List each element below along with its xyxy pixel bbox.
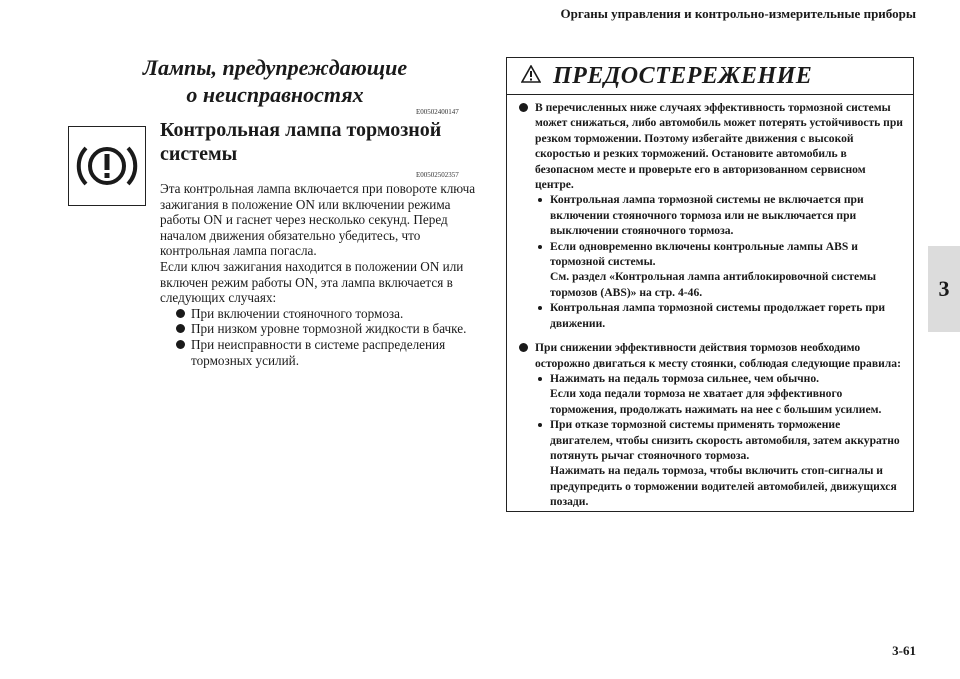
- warning-sub-item-note: Нажимать на педаль тормоза, чтобы включить стоп-сигналы и предупредить о торможении водителей автомобилей, движущихся позади.: [550, 464, 897, 509]
- warning-sub-item: Контрольная лампа тормозной системы не включается при включении стояночного тормоза или не выключается при выключении стояночного тормоза.: [535, 192, 905, 238]
- warning-sub-item: Контрольная лампа тормозной системы продолжает гореть при движении.: [535, 300, 905, 331]
- warning-paragraph-1: [517, 100, 905, 331]
- warning-box: [506, 57, 914, 512]
- body-paragraph-1: Эта контрольная лампа включается при повороте ключа зажигания в положение ON или включении режима работы ON и гаснет через несколько секунд. Перед началом движения обязательно убедитесь, что контрольная лампа погасла.: [160, 181, 476, 259]
- page-number: 3-61: [892, 643, 916, 658]
- warning-paragraph-2: [517, 340, 905, 509]
- warning-triangle-icon: [521, 65, 541, 88]
- warning-sub-item-note: См. раздел «Контрольная лампа антиблокировочной системы тормозов (ABS)» на стр. 4-46.: [550, 270, 877, 299]
- section-title-line2: о неисправностях: [186, 82, 364, 107]
- subsection-title: [160, 118, 460, 166]
- chapter-tab-number: 3: [938, 276, 950, 301]
- condition-item: При низком уровне тормозной жидкости в бачке.: [174, 321, 478, 337]
- chapter-tab: [928, 246, 960, 332]
- warning-sub-item: При отказе тормозной системы применять торможение двигателем, чтобы снизить скорость автомобиля, затем аккуратно потянуть рычаг стояночного тормоза.: [535, 417, 905, 463]
- chapter-header: Органы управления и контрольно-измерительные приборы: [560, 6, 916, 21]
- body-paragraph-2: Если ключ зажигания находится в положении ON или включен режим работы ON, эта лампа включается в следующих случаях:: [160, 258, 464, 306]
- section-code: E00502400147: [416, 108, 459, 116]
- warning-sub-item-note: Если хода педали тормоза не хватает для эффективного торможения, продолжать нажимать на нее с большим усилием.: [550, 387, 882, 416]
- subsection-body: [160, 181, 478, 368]
- subsection-title-line2: системы: [160, 143, 238, 165]
- warning-sub-item: Нажимать на педаль тормоза сильнее, чем обычно.: [535, 371, 905, 386]
- warning-title: ПРЕДОСТЕРЕЖЕНИЕ: [553, 62, 813, 89]
- warning-paragraph-text: В перечисленных ниже случаях эффективность тормозной системы может снижаться, либо автомобиль может потерять устойчивость при резком торможении. Поэтому избегайте движения с высокой скоростью и резких торможений. Остановите автомобиль в безопасном месте и проверьте его в авторизованном сервисном центре.: [535, 101, 903, 192]
- warning-paragraph-text: При снижении эффективности действия тормозов необходимо осторожно двигаться к месту стоянки, соблюдая следующие правила:: [535, 341, 901, 370]
- condition-item: При включении стояночного тормоза.: [174, 306, 478, 322]
- warning-body: [507, 95, 913, 510]
- condition-list: [160, 306, 478, 368]
- subsection-title-line1: Контрольная лампа тормозной: [160, 119, 442, 141]
- warning-sub-item: Если одновременно включены контрольные лампы ABS и тормозной системы.: [535, 239, 905, 270]
- section-title-line1: Лампы, предупреждающие: [142, 55, 408, 80]
- condition-item: При неисправности в системе распределения тормозных усилий.: [174, 337, 478, 368]
- brake-warning-icon: [68, 126, 146, 206]
- warning-header: [507, 58, 913, 95]
- section-title: [120, 54, 430, 108]
- subsection-code: E00502502357: [416, 171, 459, 179]
